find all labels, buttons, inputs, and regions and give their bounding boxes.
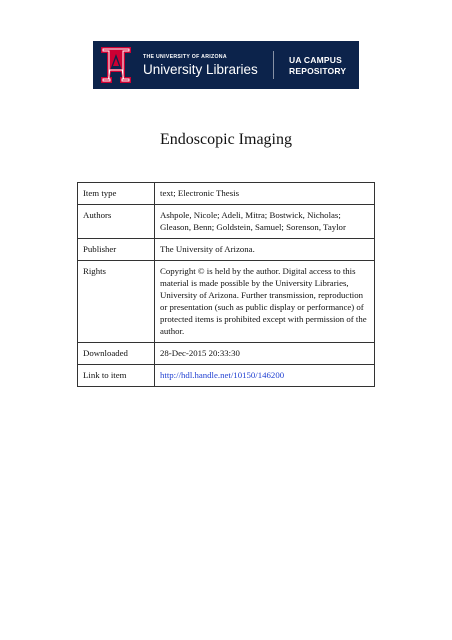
table-row <box>78 239 375 261</box>
institution-line: THE UNIVERSITY OF ARIZONA <box>143 54 227 60</box>
university-a-logo-icon <box>101 47 131 83</box>
table-row <box>78 205 375 239</box>
repository-line-2: REPOSITORY <box>289 65 347 76</box>
item-link[interactable]: http://hdl.handle.net/10150/146200 <box>160 370 285 380</box>
row-label: Publisher <box>78 239 155 261</box>
repository-name <box>289 55 346 76</box>
row-value <box>155 365 375 387</box>
repository-line-1: UA CAMPUS <box>289 55 342 65</box>
metadata-table <box>77 182 375 387</box>
row-value: Ashpole, Nicole; Adeli, Mitra; Bostwick, Nicholas; Gleason, Benn; Goldstein, Samuel; Sorenson, Taylor <box>155 205 375 239</box>
row-value: text; Electronic Thesis <box>155 183 375 205</box>
header-banner <box>93 41 359 89</box>
row-value: 28-Dec-2015 20:33:30 <box>155 343 375 365</box>
row-label: Item type <box>78 183 155 205</box>
row-value: Copyright © is held by the author. Digital access to this material is made possible by the University Libraries, University of Arizona. Further transmission, reproduction or presentation (such as public display or performance) of protected items is prohibited except with permission of the author. <box>155 261 375 343</box>
row-label: Authors <box>78 205 155 239</box>
table-row <box>78 365 375 387</box>
document-title: Endoscopic Imaging <box>160 131 292 148</box>
table-row <box>78 183 375 205</box>
table-row <box>78 343 375 365</box>
row-value: The University of Arizona. <box>155 239 375 261</box>
table-row <box>78 261 375 343</box>
row-label: Downloaded <box>78 343 155 365</box>
row-label: Link to item <box>78 365 155 387</box>
library-name: University Libraries <box>143 62 258 77</box>
header-divider <box>273 51 274 79</box>
row-label: Rights <box>78 261 155 343</box>
